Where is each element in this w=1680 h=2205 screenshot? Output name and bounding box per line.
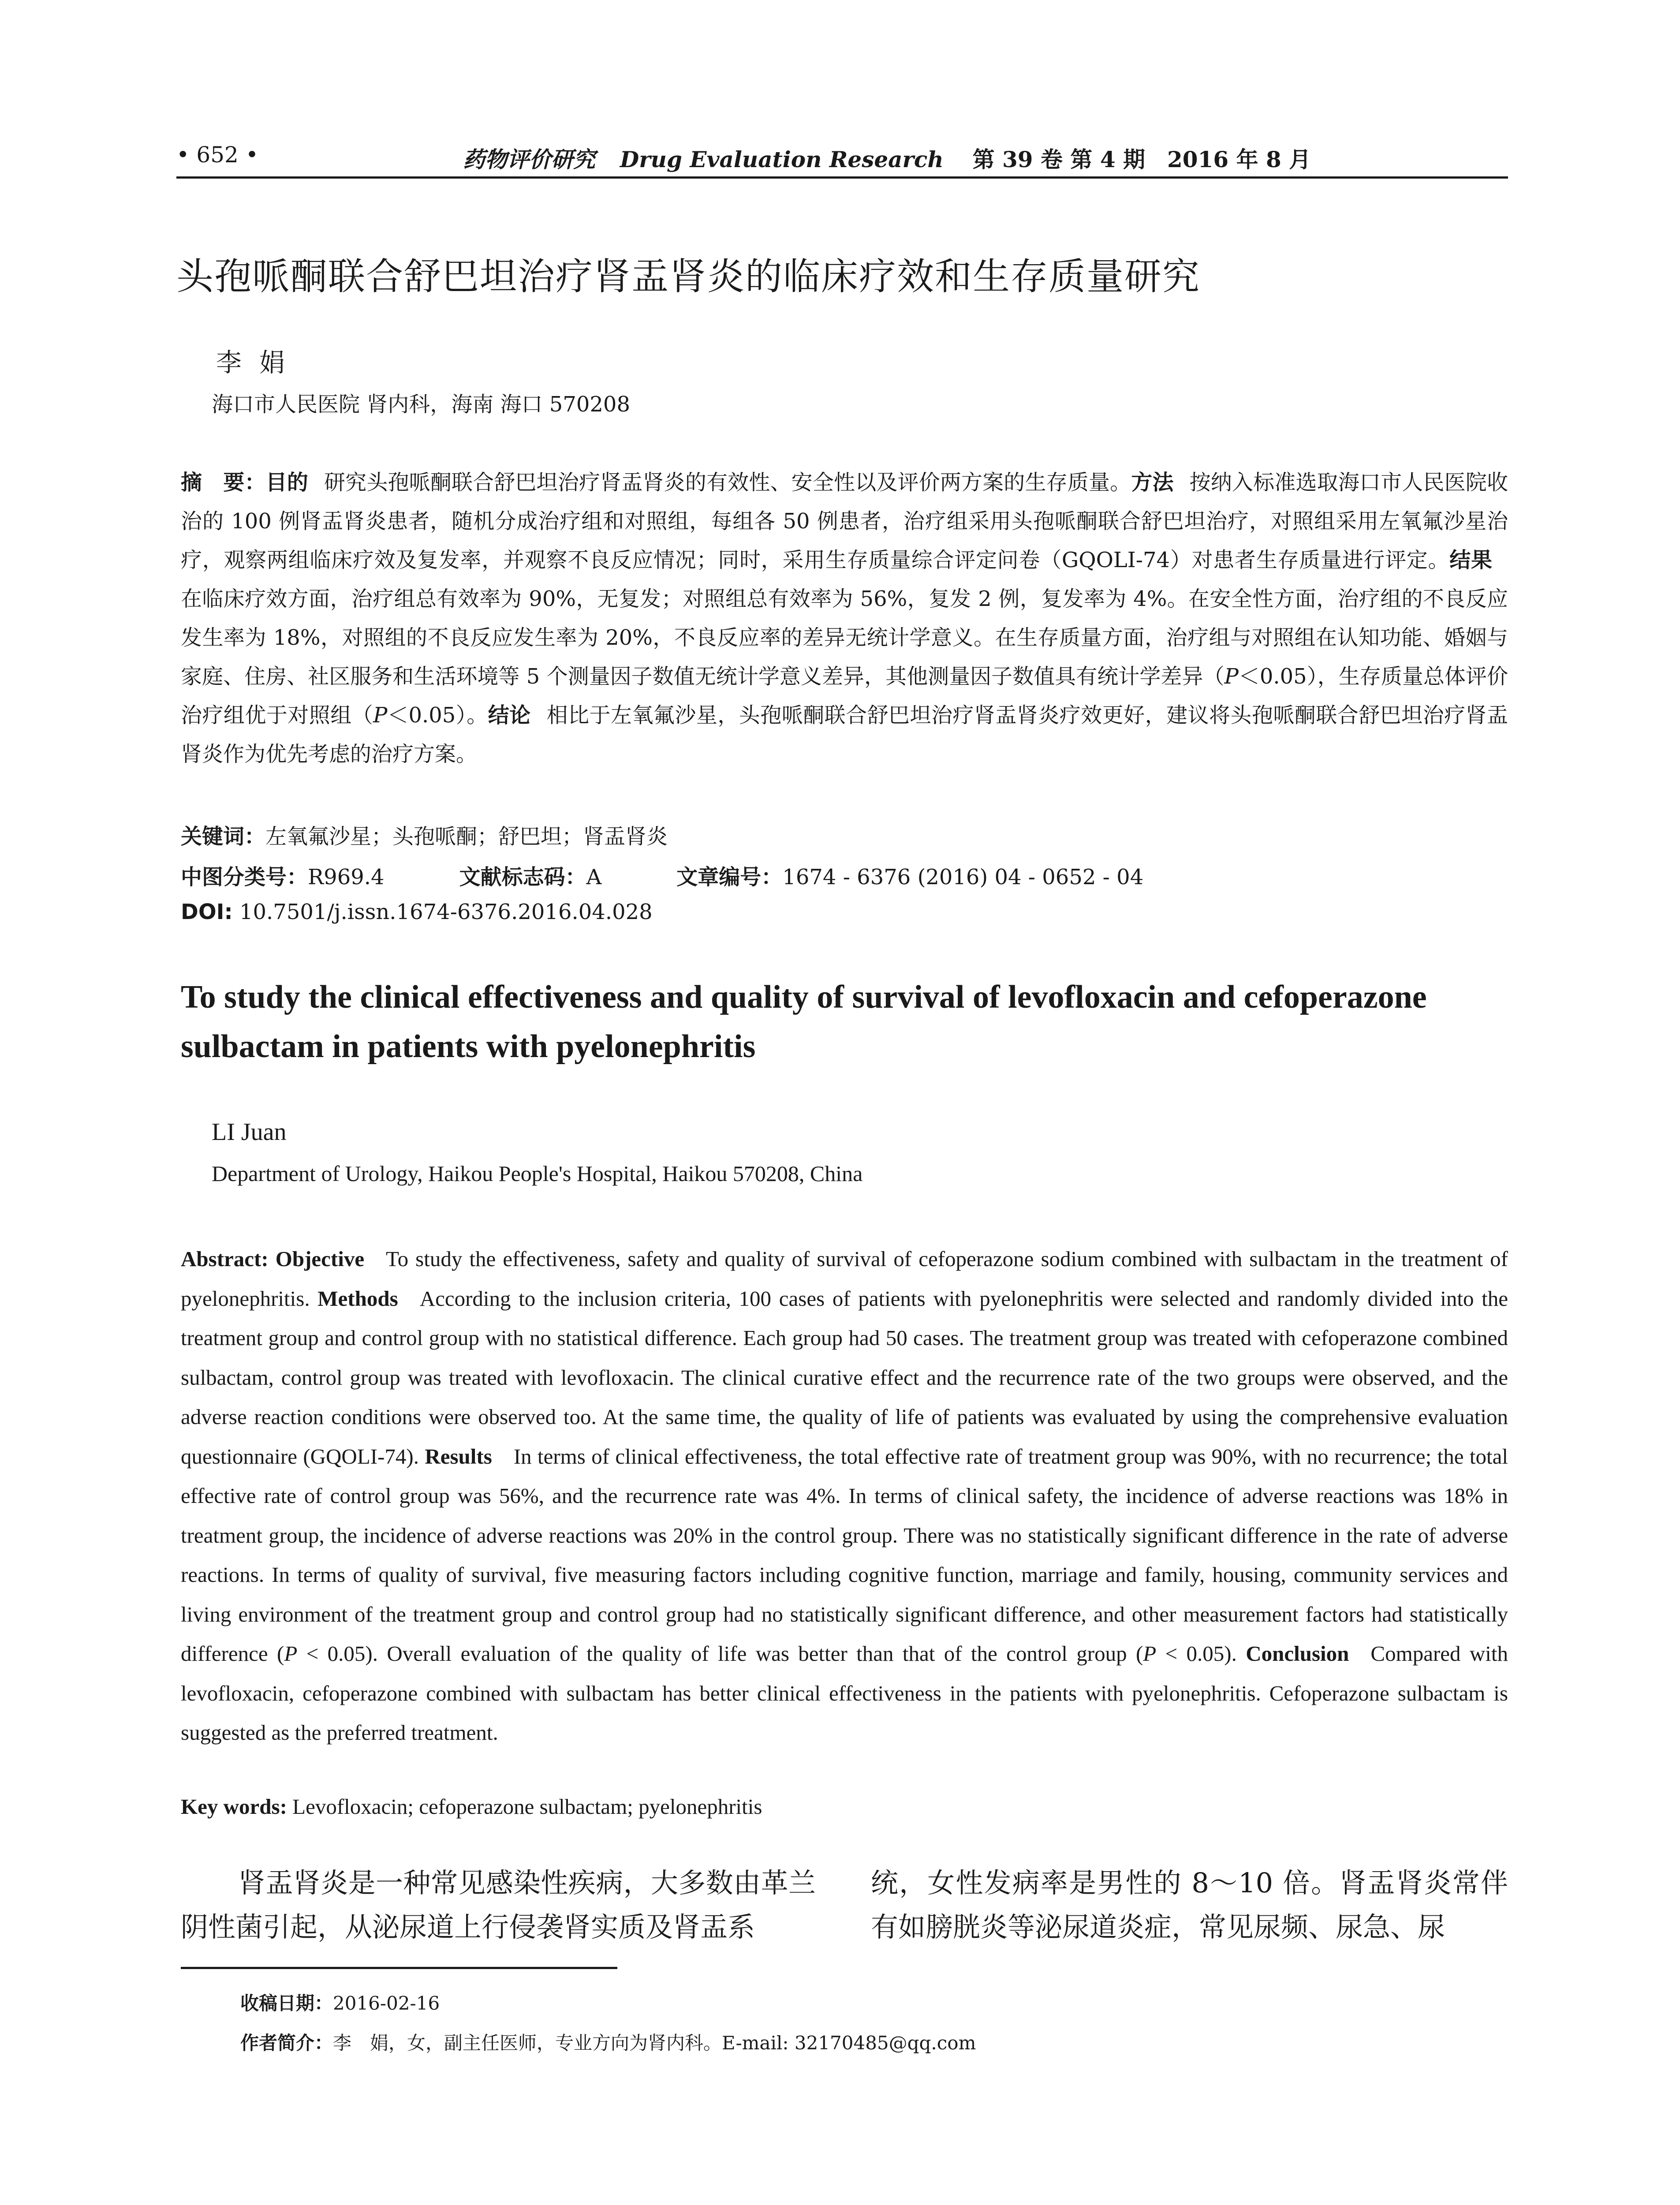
conclusion-text-zh: 相比于左氧氟沙星，头孢哌酮联合舒巴坦治疗肾盂肾炎疗效更好，建议将头孢哌酮联合舒巴坦治疗肾盂肾炎作为优先考虑的治疗方案。 bbox=[181, 703, 1508, 766]
abstract-zh bbox=[181, 463, 1508, 774]
p-value-symbol: P bbox=[1143, 1641, 1157, 1666]
clc-label: 中图分类号： bbox=[181, 865, 308, 889]
issue-info: 第 39 卷 第 4 期 2016 年 8 月 bbox=[972, 146, 1311, 172]
keywords-en bbox=[181, 1794, 762, 1819]
methods-label-en: Methods bbox=[317, 1286, 398, 1311]
keywords-text-en: Levofloxacin; cefoperazone sulbactam; pyelonephritis bbox=[292, 1794, 762, 1819]
doc-code-value: A bbox=[586, 865, 602, 889]
p-value-symbol: P bbox=[1224, 664, 1239, 689]
keywords-label-zh: 关键词： bbox=[181, 824, 266, 849]
body-column-right: 统，女性发病率是男性的 8～10 倍。肾盂肾炎常伴有如膀胱炎等泌尿道炎症，常见尿频、尿急、尿 bbox=[871, 1867, 1508, 1943]
doi-label: DOI: bbox=[181, 900, 233, 924]
classification-line bbox=[181, 860, 1143, 890]
body-column-left: 肾盂肾炎是一种常见感染性疾病，大多数由革兰阴性菌引起，从泌尿道上行侵袭肾实质及肾盂系 bbox=[181, 1867, 816, 1943]
results-text-en: In terms of clinical effectiveness, the total effective rate of treatment group was 90%, with no recurrence; the total effective rate of control group was 56%, and the recurrence rate was 4%. In terms of clinical safety, the incidence of adverse reactions was 18% in treatment group, the incidence of adverse reactions was 20% in the control group. There was no statistically significant difference in the rate of adverse reactions. In terms of quality of survival, five measuring factors including cognitive function, marriage and family, housing, community services and living environment of the treatment group and control group had no statistically significant difference, and other measurement factors had statistically difference ( bbox=[181, 1444, 1508, 1666]
abstract-label-zh: 摘 要： bbox=[181, 470, 266, 495]
conclusion-label-en: Conclusion bbox=[1246, 1641, 1349, 1666]
objective-label-zh: 目的 bbox=[265, 470, 309, 495]
author-info-text: 李 娟，女，副主任医师，专业方向为肾内科。E-mail: 32170485@qq.com bbox=[333, 2032, 976, 2054]
doi-link[interactable]: 10.7501/j.issn.1674-6376.2016.04.028 bbox=[239, 900, 653, 924]
objective-label-en: Objective bbox=[275, 1247, 365, 1271]
article-title-en: To study the clinical effectiveness and quality of survival of levofloxacin and cefoperazone sulbactam in patients with pyelonephritis bbox=[181, 979, 1427, 1065]
affiliation-en: Department of Urology, Haikou People's Hospital, Haikou 570208, China bbox=[212, 1161, 863, 1186]
clc-value: R969.4 bbox=[308, 865, 385, 889]
author-en: LI Juan bbox=[212, 1118, 287, 1146]
methods-text-zh: 按纳入标准选取海口市人民医院收治的 100 例肾盂肾炎患者，随机分成治疗组和对照组，每组各 50 例患者，治疗组采用头孢哌酮联合舒巴坦治疗，对照组采用左氧氟沙星治疗，观察两组临床疗效及复发率，并观察不良反应情况；同时，采用生存质量综合评定问卷（GQOLI-74）对患者生存质量进行评定。 bbox=[181, 470, 1508, 572]
article-no-label: 文章编号： bbox=[676, 865, 783, 889]
methods-label-zh: 方法 bbox=[1131, 470, 1174, 495]
methods-text-en: According to the inclusion criteria, 100 cases of patients with pyelonephritis were selected and randomly divided into the treatment group and control group with no statistical difference. Each group had 50 cases. The treatment group was treated with cefoperazone combined sulbactam, control group was treated with levofloxacin. The clinical curative effect and the recurrence rate of the two groups were observed, and the adverse reaction conditions were observed too. At the same time, the quality of life of patients was evaluated by using the comprehensive evaluation questionnaire (GQOLI-74). bbox=[181, 1286, 1508, 1469]
running-header bbox=[463, 142, 1311, 174]
results-text-zh: 在临床疗效方面，治疗组总有效率为 90%，无复发；对照组总有效率为 56%，复发 2 例，复发率为 4%。在安全性方面，治疗组的不良反应发生率为 18%，对照组的不良反应发生率为 20%，不良反应率的差异无统计学意义。在生存质量方面，治疗组与对照组在认知功能、婚姻与家庭、住房、社区服务和生活环境等 5 个测量因子数值无统计学意义差异，其他测量因子数值具有统计学差异（ bbox=[181, 587, 1508, 689]
header-divider bbox=[176, 176, 1508, 179]
journal-name-en: Drug Evaluation Research bbox=[620, 146, 944, 172]
results-label-zh: 结果 bbox=[1449, 548, 1492, 572]
results-text-en-3: < 0.05). bbox=[1156, 1641, 1237, 1666]
page-number: • 652 • bbox=[176, 142, 259, 168]
results-text-zh-3: ＜0.05）。 bbox=[387, 703, 488, 728]
results-label-en: Results bbox=[425, 1444, 492, 1469]
doc-code-label: 文献标志码： bbox=[459, 865, 586, 889]
received-date: 2016-02-16 bbox=[333, 1992, 440, 2014]
doi-line bbox=[181, 900, 653, 924]
p-value-symbol: P bbox=[373, 703, 388, 728]
keywords-zh bbox=[181, 819, 668, 850]
conclusion-text-en: Compared with levofloxacin, cefoperazone combined with sulbactam has better clinical effectiveness in the patients with pyelonephritis. Cefoperazone sulbactam is suggested as the preferred treatment. bbox=[181, 1641, 1508, 1745]
objective-text-en: To study the effectiveness, safety and quality of survival of cefoperazone sodium combined with sulbactam in the treatment of pyelonephritis. bbox=[181, 1247, 1508, 1311]
article-no-value: 1674 - 6376 (2016) 04 - 0652 - 04 bbox=[782, 865, 1144, 889]
footnote-author-info bbox=[240, 2029, 976, 2055]
keywords-label-en: Key words: bbox=[181, 1794, 287, 1819]
abstract-label-en: Abstract: bbox=[181, 1247, 269, 1271]
author-zh: 李娟 bbox=[216, 348, 303, 377]
footnote-divider bbox=[181, 1967, 617, 1969]
footnote-received-date bbox=[240, 1989, 440, 2015]
journal-name-zh: 药物评价研究 bbox=[463, 146, 595, 172]
keywords-text-zh: 左氧氟沙星；头孢哌酮；舒巴坦；肾盂肾炎 bbox=[265, 824, 668, 849]
results-text-zh-2: ＜0.05），生存质量总体评价治疗组优于对照组（ bbox=[181, 664, 1508, 728]
affiliation-zh: 海口市人民医院 肾内科，海南 海口 570208 bbox=[212, 392, 631, 417]
results-text-en-2: < 0.05). Overall evaluation of the quality of life was better than that of the control group ( bbox=[297, 1641, 1143, 1666]
received-label: 收稿日期： bbox=[240, 1992, 333, 2014]
p-value-symbol: P bbox=[284, 1641, 298, 1666]
author-info-label: 作者简介： bbox=[240, 2032, 333, 2054]
abstract-en bbox=[181, 1239, 1508, 1753]
conclusion-label-zh: 结论 bbox=[488, 703, 531, 728]
objective-text-zh: 研究头孢哌酮联合舒巴坦治疗肾盂肾炎的有效性、安全性以及评价两方案的生存质量。 bbox=[324, 470, 1131, 495]
article-title-zh: 头孢哌酮联合舒巴坦治疗肾盂肾炎的临床疗效和生存质量研究 bbox=[176, 255, 1201, 298]
